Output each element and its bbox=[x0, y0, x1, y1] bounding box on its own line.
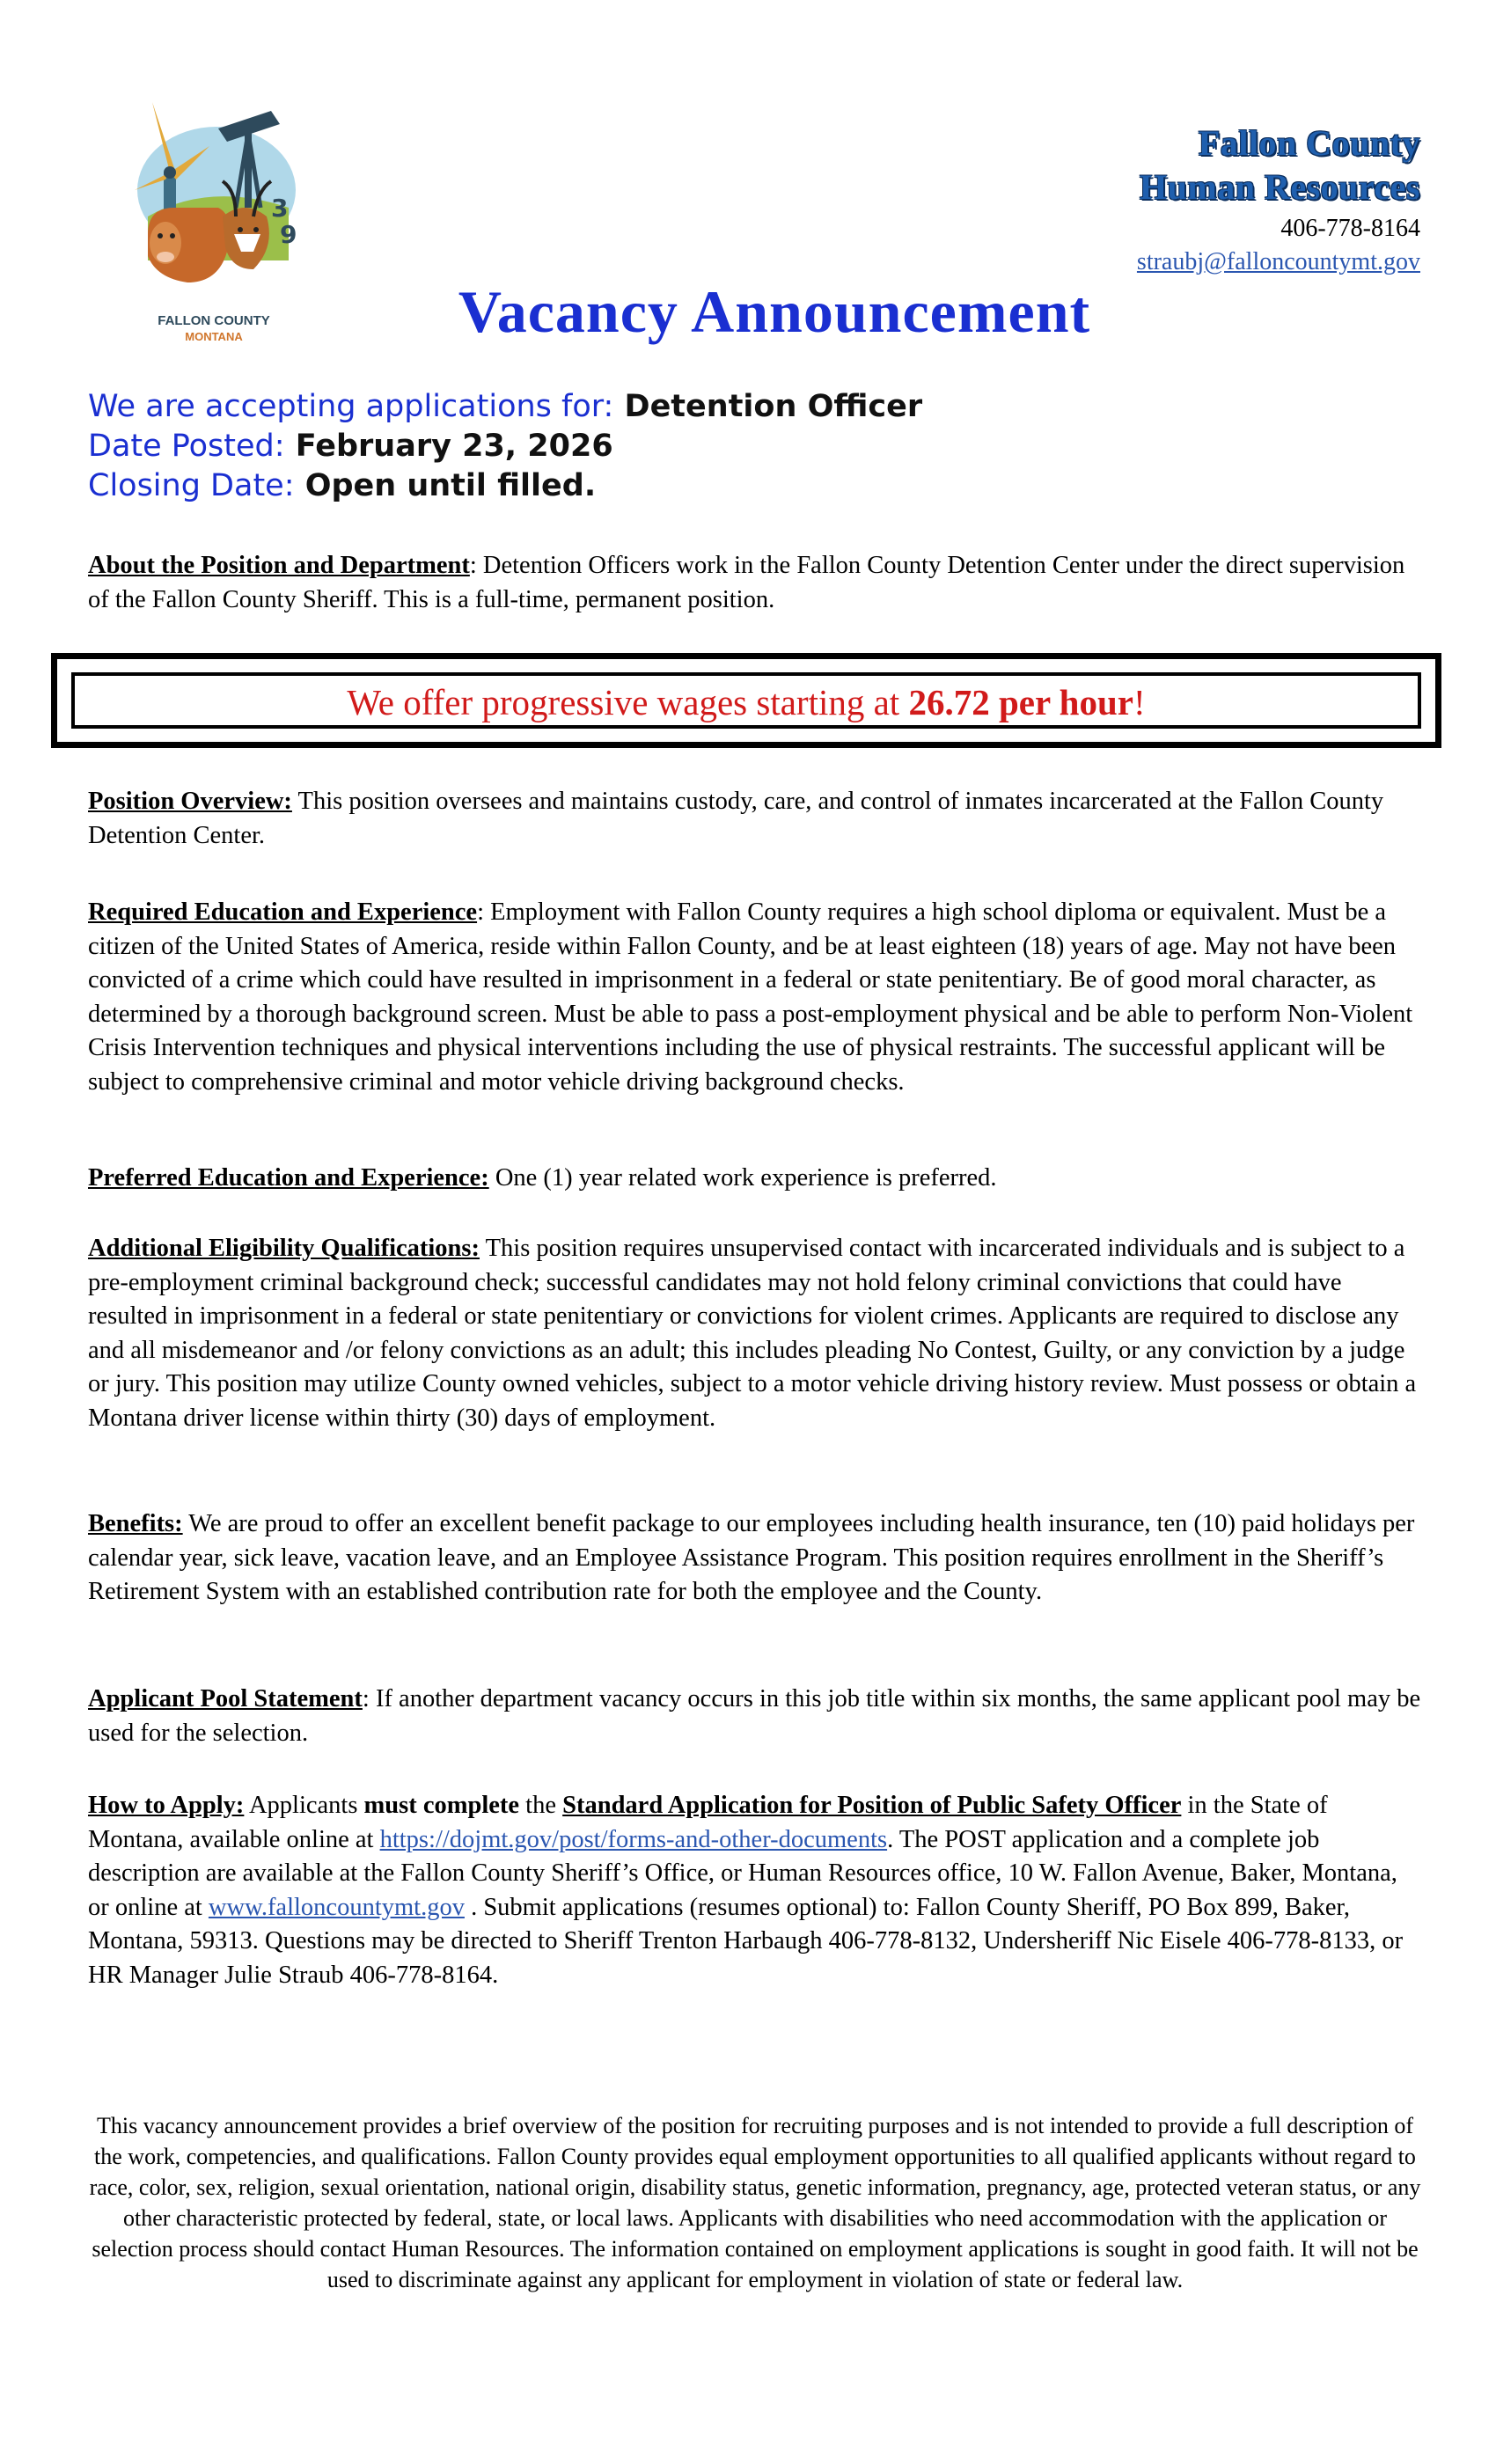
hr-title-line2: Human Resources bbox=[1140, 167, 1420, 207]
benefits-text: We are proud to offer an excellent benefit package to our employees including health insurance, ten (10) paid holidays per calendar year, sick leave, vacation leave, and an Employee Assistance Program. This position requires enrollment in the Sheriff’s Retirement System with an established contribution rate for both the employee and the County. bbox=[88, 1510, 1415, 1606]
logo-caption-line2: MONTANA bbox=[185, 330, 243, 343]
accepting-value: Detention Officer bbox=[624, 389, 923, 424]
posted-value: February 23, 2026 bbox=[295, 429, 613, 464]
wage-statement bbox=[75, 681, 1418, 723]
eeo-disclaimer: This vacancy announcement provides a brief overview of the position for recruiting purposes and is not intended to provide a full description of the work, competencies, and qualifications. Fallon County provides equal employment opportunities to all qualified applicants without regard to race, color, sex, religion, sexual orientation, national origin, disability status, genetic information, pregnancy, age, protected veteran status, or any other characteristic protected by federal, state, or local laws. Applicants with disabilities who need accommodation with the application or selection process should contact Human Resources. The information contained on employment applications is sought in good faith. It will not be used to discriminate against any applicant for employment in violation of state or federal law. bbox=[89, 2113, 1421, 2292]
section-overview bbox=[88, 785, 1421, 853]
summary-accepting bbox=[88, 387, 922, 427]
summary-posted bbox=[88, 427, 922, 466]
pool-text: If another department vacancy occurs in this job title within six months, the same applicant pool may be used for the selection. bbox=[88, 1685, 1421, 1747]
county-website-link[interactable]: www.falloncountymt.gov bbox=[208, 1893, 465, 1921]
preferred-heading: Preferred Education and Experience: bbox=[88, 1164, 489, 1192]
post-forms-link[interactable]: https://dojmt.gov/post/forms-and-other-documents bbox=[379, 1825, 888, 1853]
section-additional bbox=[88, 1232, 1421, 1436]
logo-numeral-9: 9 bbox=[280, 220, 297, 249]
logo-numeral-3: 3 bbox=[271, 194, 289, 223]
apply-must-complete: must complete bbox=[363, 1792, 520, 1819]
section-required: Required Education and Experience: Employment with Fallon County requires a high school diploma or equivalent. Must be a citizen of the United States of America, reside within Fallon County, and be at least eighteen (18) years of age. May not have been convicted of a crime which could have resulted in imprisonment in a federal or state penitentiary. Be of good moral character, as determined by a thorough background screen. Must be able to pass a post-employment physical and be able to perform Non-Violent Crisis Intervention techniques and physical interventions including the use of physical restraints. The successful applicant will be subject to comprehensive criminal and motor vehicle driving background checks. bbox=[88, 898, 1413, 1096]
posted-label: Date Posted: bbox=[88, 429, 285, 464]
hr-title-line1: Fallon County bbox=[1198, 123, 1420, 163]
section-how-to-apply bbox=[88, 1789, 1421, 1993]
overview-heading: Position Overview: bbox=[88, 788, 292, 815]
page-title: Vacancy Announcement bbox=[458, 278, 1091, 345]
required-heading: Required Education and Experience bbox=[88, 898, 478, 926]
wage-box bbox=[51, 653, 1441, 748]
fallon-county-logo bbox=[113, 84, 315, 348]
benefits-heading: Benefits: bbox=[88, 1510, 183, 1537]
about-text: Detention Officers work in the Fallon County Detention Center under the direct supervision of the Fallon County Sheriff. This is a full-time, permanent position. bbox=[88, 552, 1405, 613]
summary-block bbox=[88, 387, 922, 506]
overview-text: This position oversees and maintains custody, care, and control of inmates incarcerated at the Fallon County Detention Center. bbox=[88, 788, 1384, 849]
accepting-label: We are accepting applications for: bbox=[88, 389, 614, 424]
pool-heading: Applicant Pool Statement bbox=[88, 1685, 363, 1712]
section-preferred bbox=[88, 1162, 1421, 1196]
closing-value: Open until filled. bbox=[304, 468, 597, 503]
additional-text: This position requires unsupervised contact with incarcerated individuals and is subject to a pre-employment criminal background check; successful candidates may not hold felony criminal convictions that could have resulted in imprisonment in a federal or state penitentiary or convictions for violent crimes. Applicants are required to disclose any and all misdemeanor and /or felony convictions as an adult; this includes pleading No Contest, Guilty, or any conviction by a judge or jury. This position may utilize County owned vehicles, subject to a motor vehicle driving history review. Must possess or obtain a Montana driver license within thirty (30) days of employment. bbox=[88, 1235, 1417, 1432]
about-heading: About the Position and Department bbox=[88, 552, 470, 579]
wage-amount: 26.72 per hour bbox=[908, 682, 1133, 722]
hr-email-link[interactable]: straubj@falloncountymt.gov bbox=[1136, 248, 1420, 275]
logo-caption bbox=[113, 313, 315, 345]
wage-prefix: We offer progressive wages starting at bbox=[347, 682, 900, 722]
apply-form-name: Standard Application for Position of Public Safety Officer bbox=[562, 1792, 1182, 1819]
apply-text-5: . Submit applications (resumes optional) to: Fallon County Sheriff, PO Box 899, Baker, Montana, 59313. Questions may be directed to Sheriff Trenton Harbaugh 406-778-8132, Undersheriff Nic Eisele 406-778-8133, or HR Manager Julie Straub 406-778-8164. bbox=[88, 1893, 1404, 1989]
preferred-text: One (1) year related work experience is preferred. bbox=[495, 1164, 997, 1192]
apply-heading: How to Apply: bbox=[88, 1792, 245, 1819]
logo-caption-line1: FALLON COUNTY bbox=[158, 313, 270, 328]
apply-text-3: in the State of Montana, available online at bbox=[88, 1792, 1328, 1853]
section-applicant-pool: Applicant Pool Statement: If another department vacancy occurs in this job title within six months, the same applicant pool may be used for the selection. bbox=[88, 1685, 1421, 1747]
apply-text-2: the bbox=[525, 1792, 556, 1819]
apply-text-4: . The POST application and a complete job description are available at the Fallon County Sheriff’s Office, or Human Resources office, 10 W. Fallon Avenue, Baker, Montana, or online at bbox=[88, 1825, 1397, 1921]
closing-label: Closing Date: bbox=[88, 468, 295, 503]
required-text: Employment with Fallon County requires a high school diploma or equivalent. Must be a citizen of the United States of America, reside within Fallon County, and be at least eighteen (18) years of age. May not have been convicted of a crime which could have resulted in imprisonment in a federal or state penitentiary. Be of good moral character, as determined by a thorough background screen. Must be able to pass a post-employment physical and be able to perform Non-Violent Crisis Intervention techniques and physical interventions including the use of physical restraints. The successful applicant will be subject to comprehensive criminal and motor vehicle driving background checks. bbox=[88, 898, 1413, 1096]
apply-text-1: Applicants bbox=[248, 1792, 358, 1819]
hr-department-title bbox=[1140, 121, 1420, 209]
section-benefits bbox=[88, 1507, 1421, 1610]
hr-phone: 406-778-8164 bbox=[1280, 215, 1420, 242]
summary-closing bbox=[88, 466, 922, 506]
wage-suffix: ! bbox=[1133, 682, 1146, 722]
wage-box-inner bbox=[71, 672, 1421, 729]
additional-heading: Additional Eligibility Qualifications: bbox=[88, 1235, 480, 1262]
section-about: About the Position and Department: Detention Officers work in the Fallon County Detention Center under the direct supervision of the Fallon County Sheriff. This is a full-time, permanent position. bbox=[88, 552, 1405, 613]
